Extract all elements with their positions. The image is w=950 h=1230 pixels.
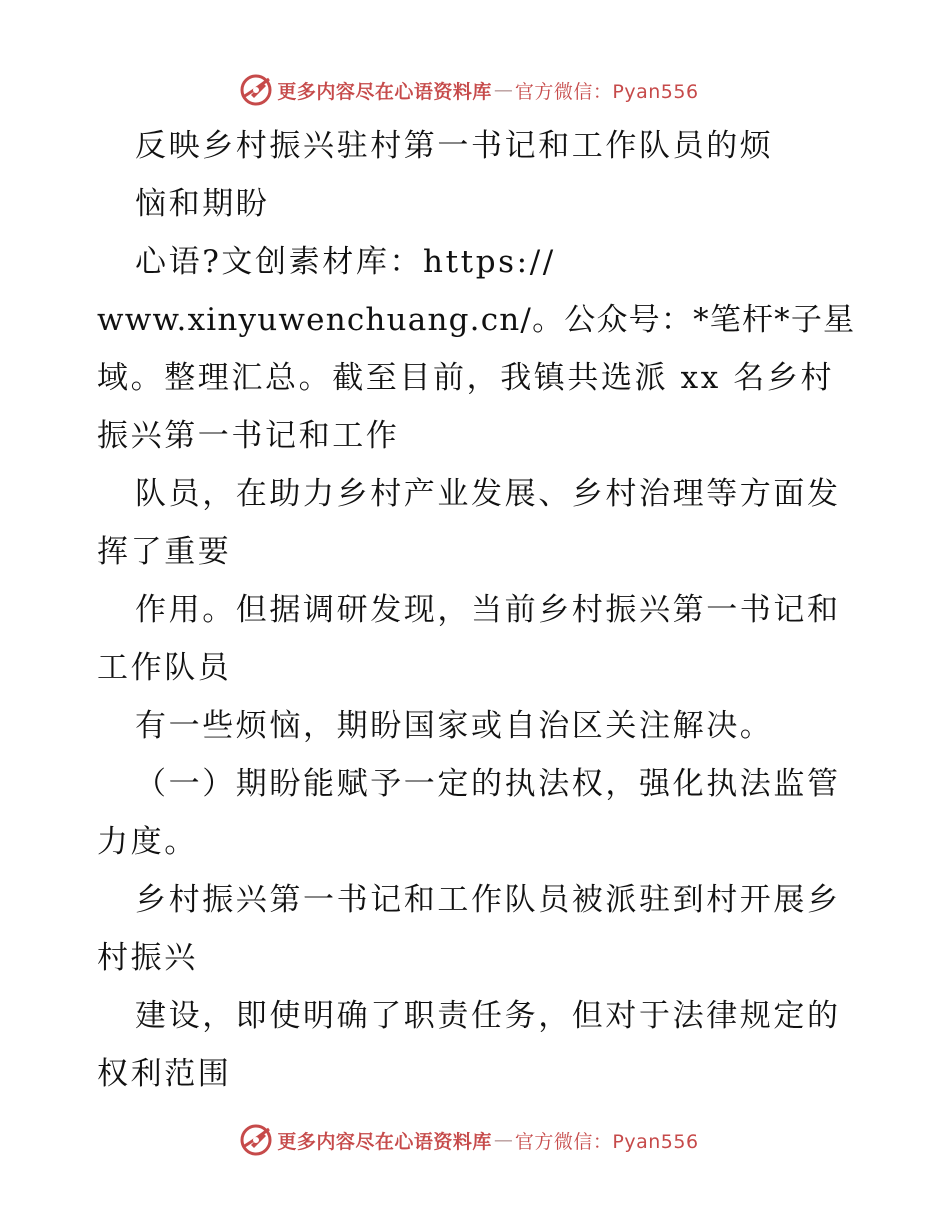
footer-banner-dash: — [493, 1129, 513, 1151]
body-line: 振兴第一书记和工作 [97, 418, 400, 454]
document-body [97, 117, 867, 1103]
footer-banner-main: 更多内容尽在心语资料库 [277, 1130, 492, 1153]
header-banner-sub: 官方微信：Pyan556 [514, 80, 699, 103]
header-banner-inner [251, 73, 698, 107]
body-line: 有一些烦恼，期盼国家或自治区关注解决。 [135, 708, 774, 744]
body-line: 建设，即使明确了职责任务，但对于法律规定的 [135, 998, 841, 1034]
body-line: （一）期盼能赋予一定的执法权，强化执法监管 [135, 766, 841, 802]
body-line: 权利范围 [97, 1056, 232, 1092]
pen-logo-icon [239, 1123, 273, 1157]
pen-logo-icon [239, 73, 273, 107]
body-line: 村振兴 [97, 940, 198, 976]
body-line: 作用。但据调研发现，当前乡村振兴第一书记和 [135, 592, 841, 628]
body-line: 挥了重要 [97, 534, 232, 570]
footer-banner [0, 1120, 950, 1160]
body-line: 队员，在助力乡村产业发展、乡村治理等方面发 [135, 476, 841, 512]
footer-banner-inner [251, 1123, 698, 1157]
body-line: 恼和期盼 [135, 186, 270, 222]
footer-banner-sub: 官方微信：Pyan556 [514, 1130, 699, 1153]
header-banner-dash: — [493, 79, 513, 101]
body-line: 工作队员 [97, 650, 232, 686]
body-line: www.xinyuwenchuang.cn/。公众号：*笔杆*子星 [97, 302, 856, 338]
body-line: 力度。 [97, 824, 198, 860]
body-line: 乡村振兴第一书记和工作队员被派驻到村开展乡 [135, 882, 841, 918]
body-line: 反映乡村振兴驻村第一书记和工作队员的烦 [135, 128, 774, 164]
header-banner [0, 70, 950, 110]
body-line: 域。整理汇总。截至目前，我镇共选派 xx 名乡村 [97, 360, 835, 396]
body-line: 心语?文创素材库：https:// [135, 244, 556, 280]
header-banner-main: 更多内容尽在心语资料库 [277, 80, 492, 103]
